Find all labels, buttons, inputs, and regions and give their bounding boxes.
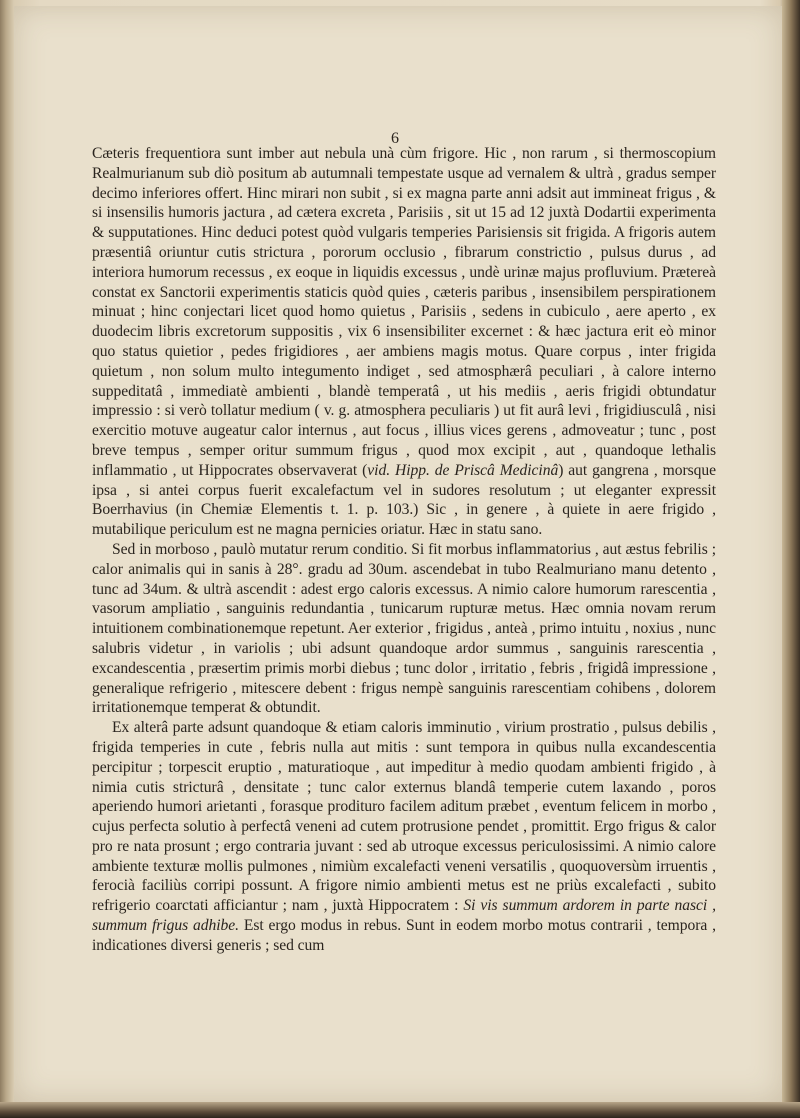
text-run: Cæteris frequentiora sunt imber aut nebula unà cùm frigore. Hic , non rarum , si thermoscopium Realmurianum sub diò positum ab autumnali tempestate usque ad vernalem & ultrà , gradus semper decimo inferiores offert. Hinc mirari non subit , si ex magna parte anni adsit aut immineat frigus , & si insensilis humoris jactura , ad cætera excreta , Parisiis , sit ut 15 ad 12 juxtà Dodartii experimenta & supputationes. Hinc deduci potest quòd vulgaris temperies Parisiensis sit frigida. A frigoris autem præsentiâ oriuntur cutis strictura , pororum occlusio , fibrarum constrictio , pulsus durus , ad interiora humorum recessus , ex eoque in liquidis excessus , undè urinæ majus profluvium. Prætereà constat ex Sanctorii experimentis staticis quòd quies , cæteris paribus , insensibilem perspirationem minuat ; hinc conjectari licet quod homo quietus , Parisiis , sedens in cubiculo , aere aperto , ex duodecim libris excretorum suppositis , vix 6 insensibiliter excernet : & hæc jactura erit eò minor quo status quietior , pedes frigidiores , aer ambiens magis motus. Quare corpus , inter frigida quietum , non solum multo integumento indiget , sed atmosphærâ peculiari , à calore interno suppeditatâ , immediatè ambienti , blandè temperatâ , ut his mediis , aeris frigidi obtundatur impressio : si verò tollatur medium ( v. g. atmosphera peculiaris ) ut fit aurâ levi , frigidiusculâ , nisi exercitio motuve augeatur calor internus , aut focus , illius vices gerens , admoveatur ; tunc , post breve tempus , semper oritur summum frigus , quod mox excipit , aut , quandoque lethalis inflammatio , ut Hippocrates observaverat ( bbox=[92, 145, 716, 479]
italic-citation: Si vis summum ardorem in parte nasci , summum frigus adhibe. bbox=[92, 897, 716, 935]
page-number: 6 bbox=[391, 130, 399, 147]
paragraphs bbox=[92, 130, 716, 956]
text-run: Est ergo modus in rebus. Sunt in eodem morbo motus contrarii , tempora , indicationes diversi generis ; sed cum bbox=[92, 917, 716, 954]
book-edge-right bbox=[782, 0, 800, 1118]
text-run: ) aut gangrena , morsque ipsa , si antei corpus fuerit excalefactum vel in sudores resolutum ; ut eleganter expressit Boerrhavius (in Chemiæ Elementis t. 1. p. 103.) Sic , in genere , à quiete in aere frigido , mutabilique periculum est ne magna pernicies oriatur. Hæc in statu sano. bbox=[92, 461, 716, 539]
paragraph bbox=[92, 718, 716, 956]
paragraph bbox=[92, 540, 716, 718]
italic-citation: vid. Hipp. de Priscâ Medicinâ bbox=[367, 461, 559, 479]
text-run: Sed in morboso , paulò mutatur rerum conditio. Si fit morbus inflammatorius , aut æstus febrilis ; calor animalis qui in sanis à 28°. gradu ad 30um. ascendebat in tubo Realmuriano manu detento , tunc ad 34um. & ultrà ascendit : adest ergo caloris excessus. A nimio calore humorum rarescentia , vasorum ampliatio , sanguinis redundantia , tunicarum rupturæ metus. Hæc omnia novam rerum intuitionem combinationemque repetunt. Aer exterior , frigidus , anteà , primo intuitu , noxius , nunc salubris videtur , in variolis ; ubi adsunt quandoque ardor summus , sanguinis rarescentia , excandescentia , præsertim primis morbi diebus ; tunc dolor , irritatio , febris , frigidâ impressione , generalique refrigerio , mitescere debent : frigus nempè sanguinis rarescentiam cohibens , dolorem irritationemque temperat & obtundit. bbox=[92, 540, 716, 717]
body-text bbox=[92, 130, 716, 956]
book-edge-bottom bbox=[0, 1102, 800, 1118]
paragraph bbox=[92, 144, 716, 540]
text-run: Ex alterâ parte adsunt quandoque & etiam caloris imminutio , virium prostratio , pulsus debilis , frigida temperies in cute , febris nulla aut mitis : sunt tempora in quibus nulla excandescentia percipitur ; torpescit eruptio , maturatioque , aut impeditur à medio quodam ambienti frigido , à nimia cutis stricturâ , densitate ; tunc calor externus blandâ temperie cutem laxando , poros aperiendo humori arietanti , forasque prodituro facilem aditum præbet , eventum felicem in morbo , cujus perfecta solutio à perfectâ veneni ad cutem protrusione pendet , promittit. Ergo frigus & calor pro re nata prosunt ; ergo contraria juvant : sed ab utroque excessus periculosissimi. A nimio calore ambiente texturæ mollis pulmones , nimiùm excalefacti veneni versatilis , quoquoversùm irruentis , ferocià faciliùs corripi possunt. A frigore nimio ambienti metus est ne priùs excalefacti , subito refrigerio coarctati afficiantur ; nam , juxtà Hippocratem : bbox=[92, 719, 716, 915]
